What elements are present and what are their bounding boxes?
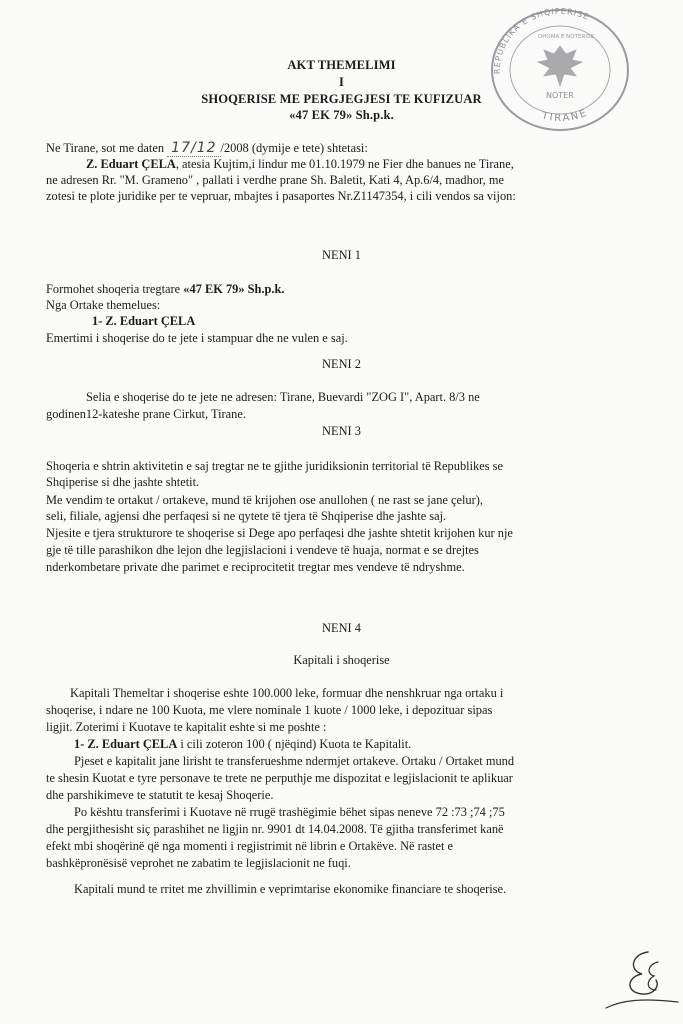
doc-title-1: AKT THEMELIMI bbox=[287, 58, 396, 72]
neni-4-line-9: dhe pergjithesisht siç parashihet ne ligjin nr. 9901 dt 14.04.2008. Të gjitha transferimet kanë bbox=[46, 822, 504, 836]
stamp-text-city: TIRANE bbox=[540, 107, 590, 125]
doc-title-3: SHOQERISE ME PERGJEGJESI TE KUFIZUAR bbox=[201, 92, 482, 106]
neni-4-line-2: shoqerise, i ndare ne 100 Kuota, me vlere nominale 1 kuote / 1000 leke, i depozituar sipas bbox=[46, 703, 493, 717]
neni-1-line-4: Emertimi i shoqerise do te jete i stampuar dhe ne vulen e saj. bbox=[46, 331, 348, 345]
company-name: «47 EK 79» Sh.p.k. bbox=[183, 282, 285, 296]
signature-mark bbox=[602, 944, 680, 1018]
neni-4-subheading: Kapitali i shoqerise bbox=[293, 653, 390, 667]
neni-1-heading: NENI 1 bbox=[322, 248, 361, 262]
neni-4-line-10: efekt mbi shoqërinë që nga momenti i regjistrimit në librin e Ortakëve. Në rastet e bbox=[46, 839, 454, 853]
stamp-text-mid: DHOMA E NOTERISE bbox=[538, 34, 594, 40]
neni-2-line-2: godinen12-kateshe prane Cirkut, Tirane. bbox=[46, 407, 246, 421]
neni-3-line-6: gje të tille parashikon dhe lejon dhe legjislacioni i vendeve të huaja, normat e se drejtes bbox=[46, 543, 479, 557]
neni-3-line-4: seli, filiale, agjensi dhe perfaqesi si ne qytete të tjera të Shqiperise dhe jashte saj. bbox=[46, 509, 447, 523]
stamp-text-noter: NOTER bbox=[546, 91, 574, 100]
stamp-text-top: REPUBLIKA E SHQIPERISE bbox=[492, 6, 591, 75]
neni-1-line-2: Nga Ortake themelues: bbox=[46, 298, 161, 312]
handwritten-date: 17/12 bbox=[167, 140, 220, 157]
neni-2-heading: NENI 2 bbox=[322, 357, 361, 371]
neni-1-line-3: 1- Z. Eduart ÇELA bbox=[92, 314, 196, 328]
shareholder-name: 1- Z. Eduart ÇELA bbox=[74, 737, 178, 751]
neni-4-line-7: dhe parshikimeve te statutit te kesaj Shoqerie. bbox=[46, 788, 274, 802]
intro-date-suffix: /2008 (dymije e tete) shtetasi: bbox=[220, 141, 368, 155]
intro-line-2 bbox=[86, 157, 514, 172]
neni-3-line-3: Me vendim te ortakut / ortakeve, mund të krijohen ose anullohen ( ne rast se jane çelur), bbox=[46, 493, 483, 507]
neni-4-heading: NENI 4 bbox=[322, 621, 361, 635]
neni-4-line-4 bbox=[74, 737, 411, 752]
neni-3-heading: NENI 3 bbox=[322, 424, 361, 438]
neni-3-line-1: Shoqeria e shtrin aktivitetin e saj tregtar ne te gjithe juridiksionin territorial të Republikes se bbox=[46, 459, 503, 473]
neni-1-text: Formohet shoqeria tregtare bbox=[46, 282, 184, 296]
founder-name: Z. Eduart ÇELA bbox=[86, 157, 176, 171]
neni-1-line-1 bbox=[46, 282, 285, 297]
intro-line-4: zotesi te plote juridike per te vepruar, mbajtes i pasaportes Nr.Z1147354, i cili vendos sa vijon: bbox=[46, 189, 516, 203]
neni-4-line-11: bashkëpronësisë veprohet ne zabatim te legjislacionit ne fuqi. bbox=[46, 856, 351, 870]
neni-4-line-5: Pjeset e kapitalit jane lirisht te transferueshme ndermjet ortakeve. Ortaku / Ortaket mund bbox=[74, 754, 515, 768]
intro-line-3: ne adresen Rr. "M. Grameno" , pallati i verdhe prane Sh. Baletit, Kati 4, Ap.6/4, madhor, me bbox=[46, 173, 504, 187]
intro-date-prefix: Ne Tirane, sot me daten bbox=[46, 141, 165, 155]
neni-4-line-6: te shesin Kuotat e tyre personave te trete ne perputhje me dispozitat e legjislacionit te aplikuar bbox=[46, 771, 513, 785]
founder-details: , atesia Kujtim,i lindur me 01.10.1979 ne Fier dhe banues ne Tirane, bbox=[175, 157, 514, 171]
intro-line-1 bbox=[46, 140, 368, 156]
neni-4-line-3: ligjit. Zoterimi i Kuotave te kapitalit eshte si me poshte : bbox=[46, 720, 327, 734]
neni-2-line-1: Selia e shoqerise do te jete ne adresen: Tirane, Buevardi "ZOG I", Apart. 8/3 ne bbox=[86, 390, 480, 404]
neni-4-line-12: Kapitali mund te rritet me zhvillimin e veprimtarise ekonomike financiare te shoqerise. bbox=[74, 882, 507, 896]
neni-3-line-5: Njesite e tjera strukturore te shoqerise si Dege apo perfaqesi dhe jashte shtetit krijohen kur nje bbox=[46, 526, 513, 540]
neni-3-line-7: nderkombetare private dhe parimet e reciprocitetit tregtar mes vendeve të ndryshme. bbox=[46, 560, 465, 574]
doc-title-2: I bbox=[338, 75, 344, 89]
shareholder-quota: i cili zoteron 100 ( njëqind) Kuota te Kapitalit. bbox=[177, 737, 412, 751]
neni-4-line-8: Po kështu transferimi i Kuotave në rrugë trashëgimie bëhet sipas neneve 72 :73 ;74 ;75 bbox=[74, 805, 505, 819]
neni-4-line-1: Kapitali Themeltar i shoqerise eshte 100.000 leke, formuar dhe nenshkruar nga ortaku i bbox=[70, 686, 504, 700]
neni-3-line-2: Shqiperise si dhe jashte shtetit. bbox=[46, 475, 200, 489]
doc-title-4: «47 EK 79» Sh.p.k. bbox=[289, 108, 394, 122]
